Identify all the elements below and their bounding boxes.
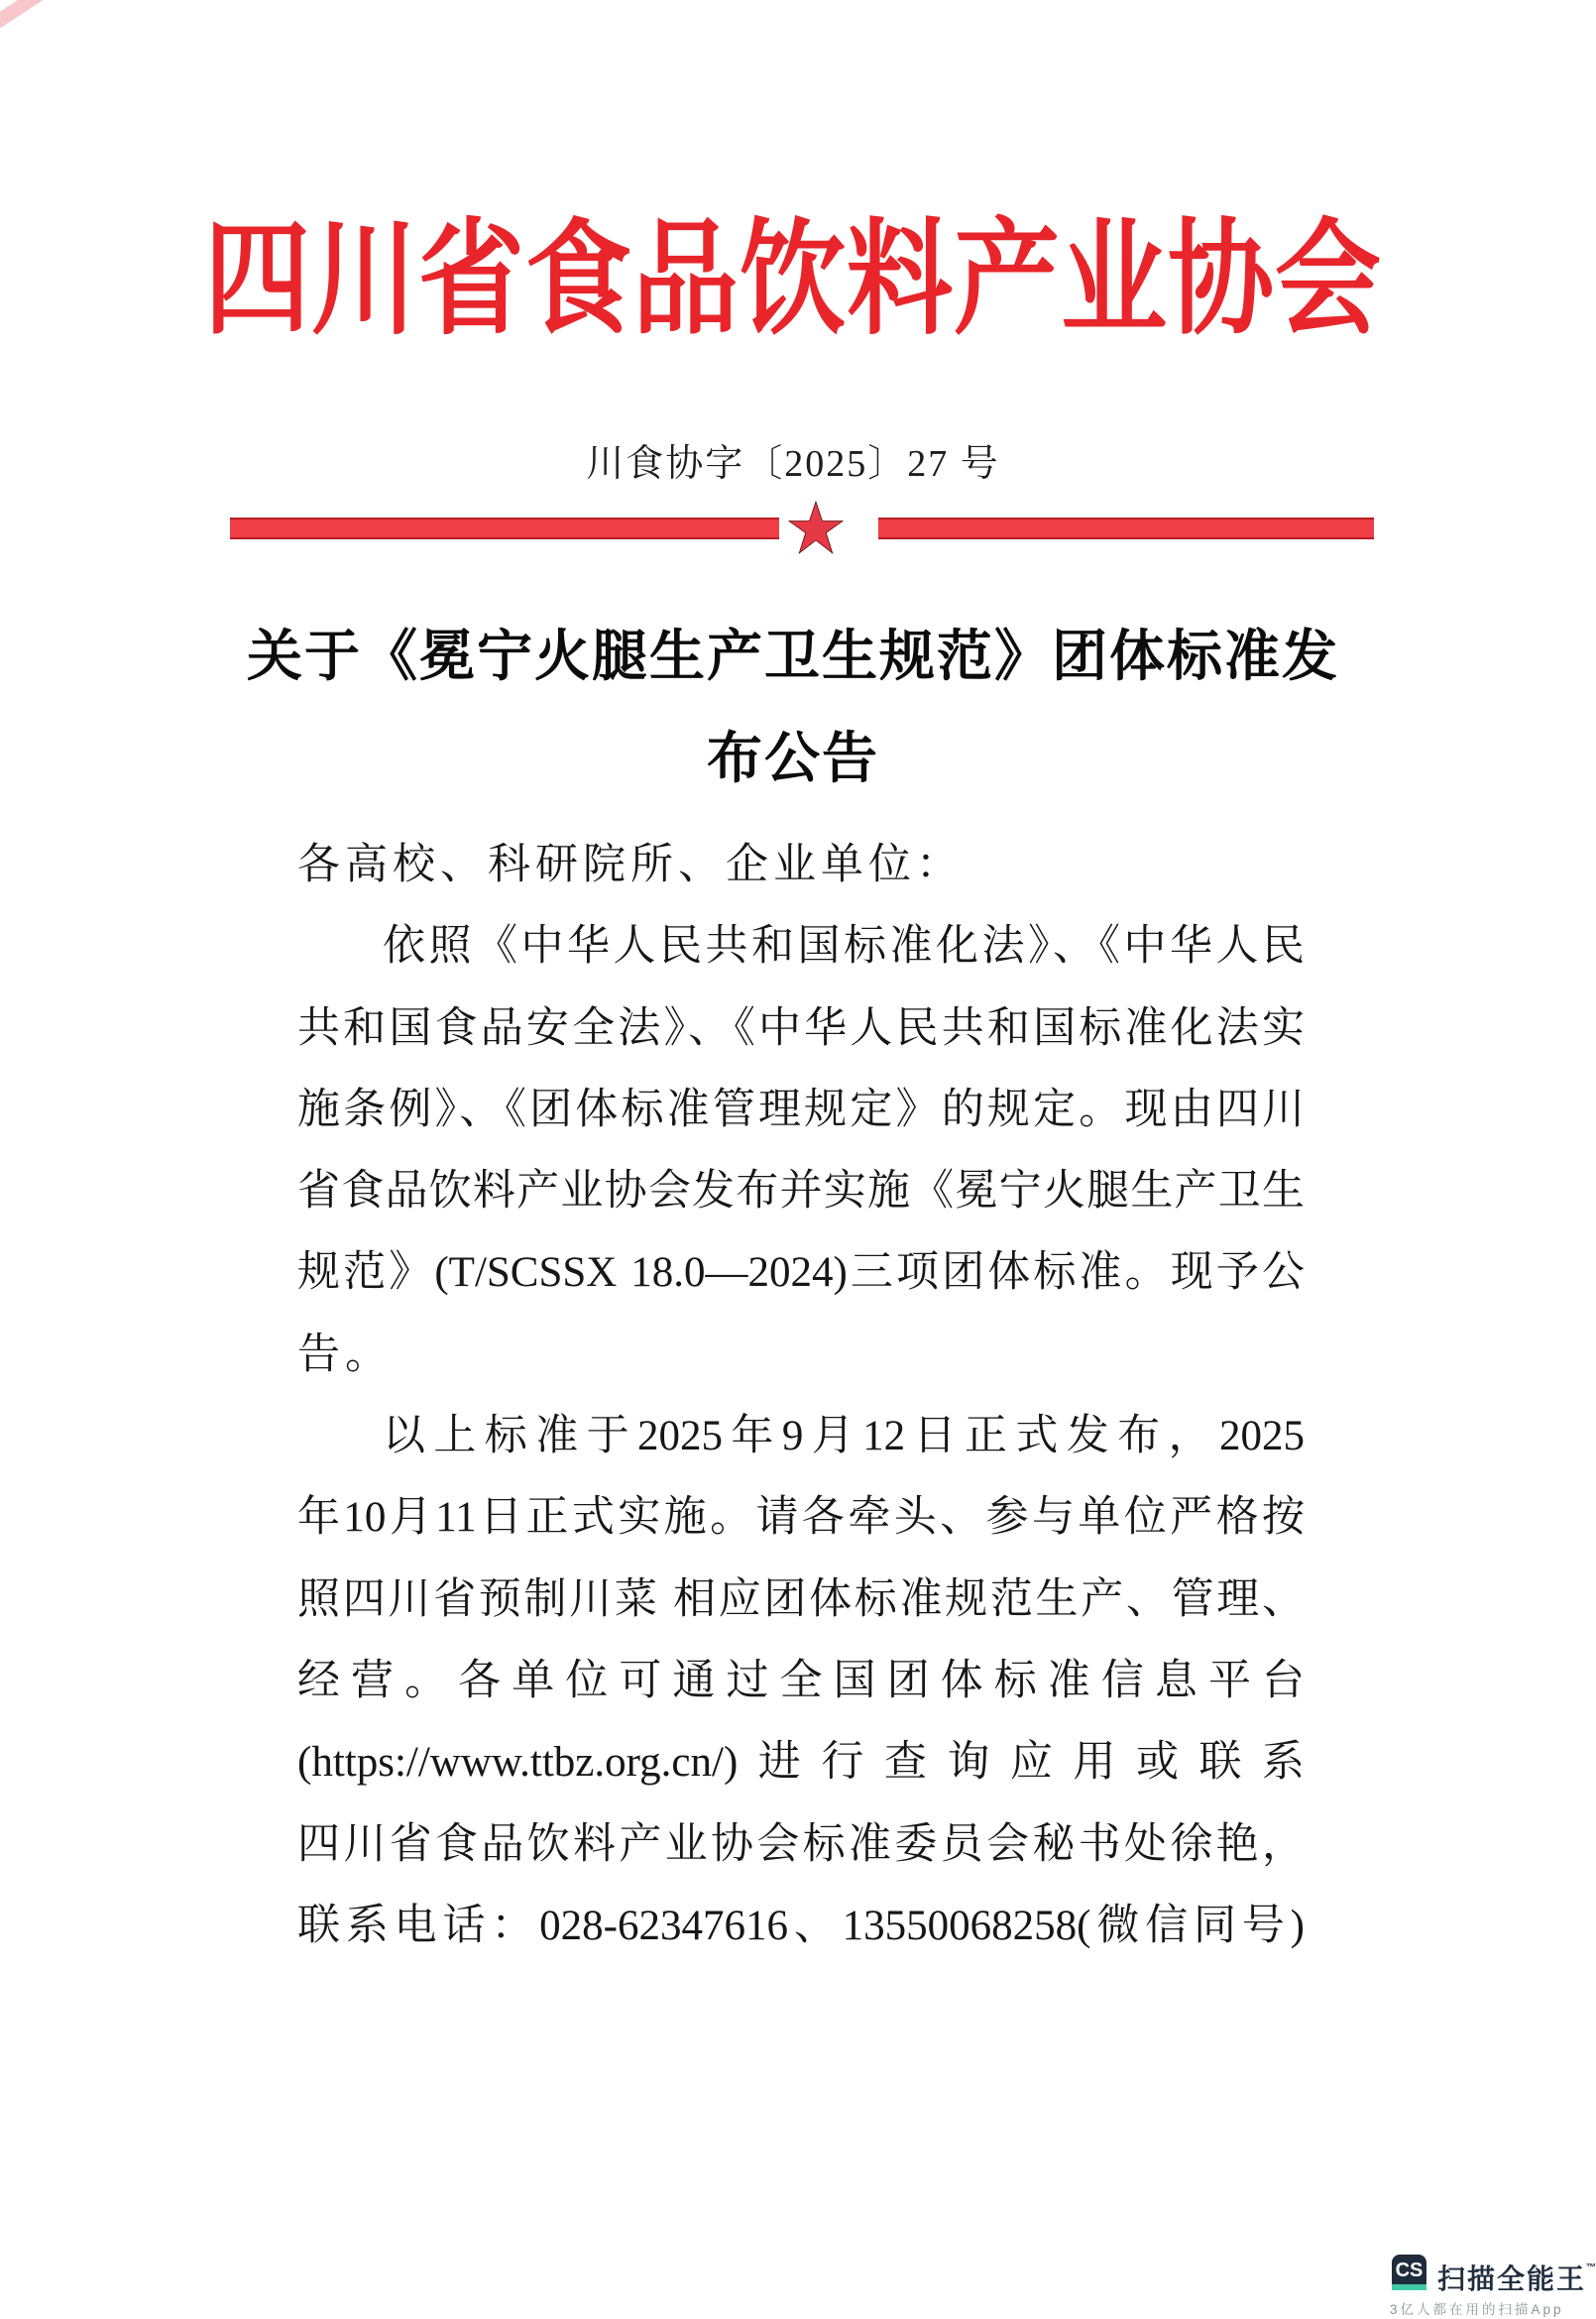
body-line: 省食品饮料产业协会发布并实施《冕宁火腿生产卫生 [297,1168,1305,1216]
announcement-title-line1: 关于《冕宁火腿生产卫生规范》团体标准发 [247,627,1339,688]
announcement-title [0,607,1586,811]
body-line: 以上标准于2025年9月12日正式发布，2025 [383,1413,1305,1460]
body-line: 依照《中华人民共和国标准化法》、《中华人民 [383,923,1305,971]
body-line-salutation: 各高校、科研院所、企业单位： [297,842,964,888]
body-line: 年10月11日正式实施。请各牵头、参与单位严格按 [297,1494,1305,1542]
body-text [297,825,1305,1967]
camscanner-icon-teal-strip [1392,2284,1426,2290]
divider-right-bar [878,518,1374,539]
body-line-phone: 联系电话：028-62347616、13550068258(微信同号) [297,1902,1305,1949]
camscanner-app-name-text: 扫描全能王 [1437,2263,1587,2294]
divider-left-bar [230,518,779,539]
star-icon [789,501,843,554]
announcement-title-line2: 布公告 [707,729,879,790]
body-line: 共和国食品安全法》、《中华人民共和国标准化法实 [297,1004,1305,1052]
camscanner-icon [1392,2255,1426,2290]
scan-artifact-mark [0,0,47,32]
body-line: 经营。各单位可通过全国团体标准信息平台 [297,1657,1305,1704]
body-line: 告。 [297,1331,393,1378]
body-line: 四川省食品饮料产业协会标准委员会秘书处徐艳， [297,1820,1305,1868]
camscanner-icon-letters: CS [1395,2260,1424,2281]
body-line-url: (https://www.ttbz.org.cn/)进行查询应用或联系 [297,1739,1305,1787]
org-title: 四川省食品饮料产业协会 [203,212,1382,351]
body-line: 照四川省预制川菜 相应团体标准规范生产、管理、 [297,1575,1305,1623]
trademark-symbol: ™ [1586,2262,1596,2273]
body-line: 规范》(T/SCSSX 18.0—2024)三项团体标准。现予公 [297,1249,1305,1297]
doc-number: 川食协字〔2025〕27 号 [586,443,1000,485]
camscanner-tagline: 3亿人都在用的扫描App [1390,2302,1564,2317]
body-line: 施条例》、《团体标准管理规定》的规定。现由四川 [297,1086,1305,1133]
camscanner-app-name [1437,2258,1596,2297]
camscanner-watermark [1388,2251,1596,2317]
